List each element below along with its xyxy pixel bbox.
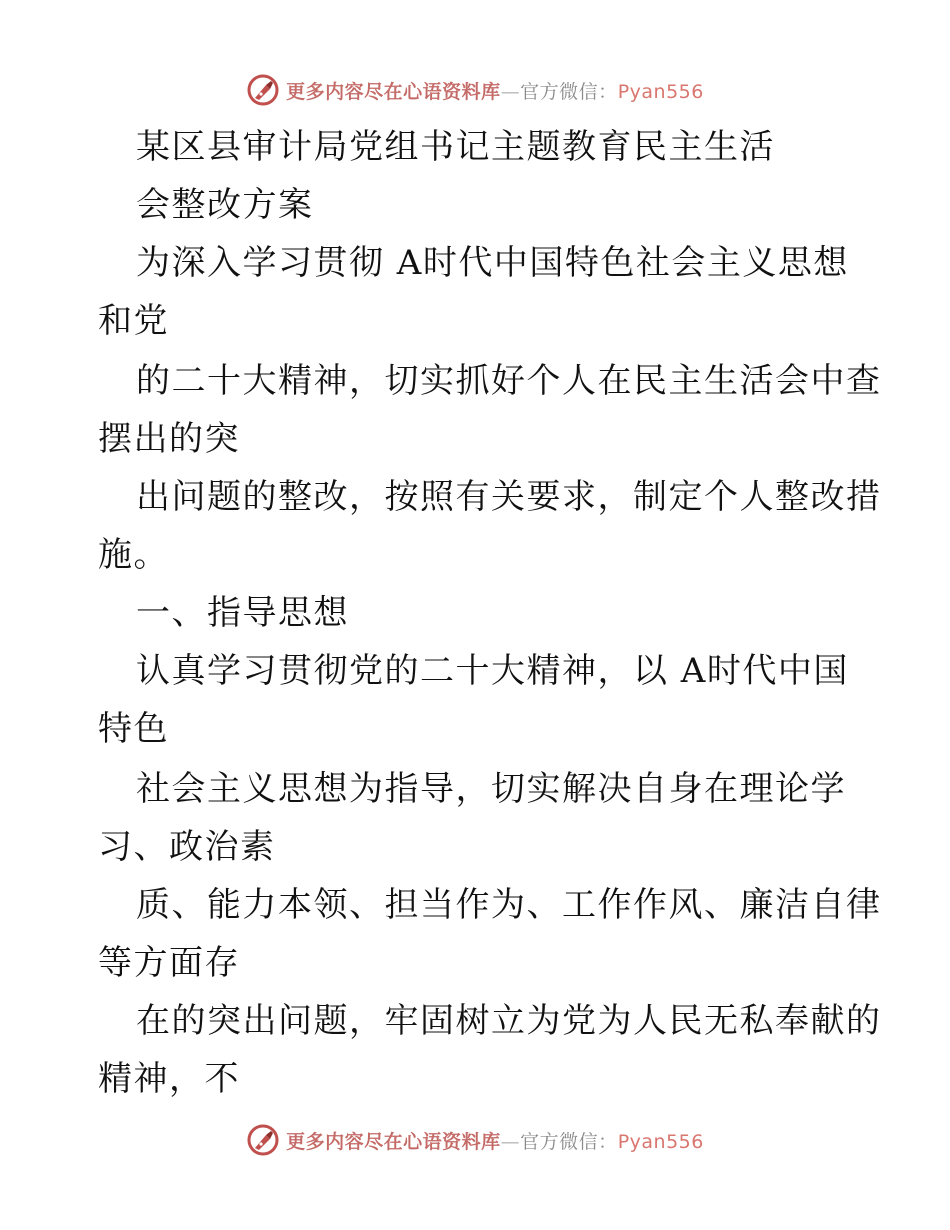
watermark-label: 官方微信： xyxy=(520,80,618,103)
watermark-text xyxy=(286,77,704,104)
doc-paragraph-line: 质、能力本领、担当作为、工作作风、廉洁自律 xyxy=(136,885,882,925)
doc-title-line-1: 某区县审计局党组书记主题教育民主生活 xyxy=(136,127,775,167)
doc-paragraph-line: 精神，不 xyxy=(98,1059,240,1099)
doc-paragraph-line: 施。 xyxy=(98,535,169,575)
doc-paragraph-line: 社会主义思想为指导，切实解决自身在理论学 xyxy=(136,769,846,809)
header-watermark xyxy=(0,70,950,110)
watermark-separator: — xyxy=(500,1130,521,1153)
doc-paragraph-line: 摆出的突 xyxy=(98,419,240,459)
doc-paragraph-line: 认真学习贯彻党的二十大精神，以 A时代中国 xyxy=(136,651,849,691)
doc-paragraph-line: 习、政治素 xyxy=(98,827,276,867)
watermark-brand: 更多内容尽在心语资料库 xyxy=(286,1130,501,1153)
watermark-wechat-id: Pyan556 xyxy=(617,80,704,103)
watermark-text xyxy=(286,1127,704,1154)
footer-watermark xyxy=(0,1120,950,1160)
doc-paragraph-line: 的二十大精神，切实抓好个人在民主生活会中查 xyxy=(136,361,882,401)
doc-paragraph-line: 在的突出问题，牢固树立为党为人民无私奉献的 xyxy=(136,1001,882,1041)
watermark-label: 官方微信： xyxy=(520,1130,618,1153)
watermark-wechat-id: Pyan556 xyxy=(617,1130,704,1153)
pen-nib-logo-icon xyxy=(246,73,280,107)
doc-paragraph-line: 出问题的整改，按照有关要求，制定个人整改措 xyxy=(136,477,882,517)
watermark-brand: 更多内容尽在心语资料库 xyxy=(286,80,501,103)
doc-paragraph-line: 特色 xyxy=(98,709,169,749)
pen-nib-logo-icon xyxy=(246,1123,280,1157)
doc-section-heading: 一、指导思想 xyxy=(136,593,349,633)
watermark-separator: — xyxy=(500,80,521,103)
doc-paragraph-line: 等方面存 xyxy=(98,943,240,983)
doc-paragraph-line: 和党 xyxy=(98,301,169,341)
doc-title-line-2: 会整改方案 xyxy=(136,185,314,225)
doc-paragraph-line: 为深入学习贯彻 A时代中国特色社会主义思想 xyxy=(136,243,849,283)
